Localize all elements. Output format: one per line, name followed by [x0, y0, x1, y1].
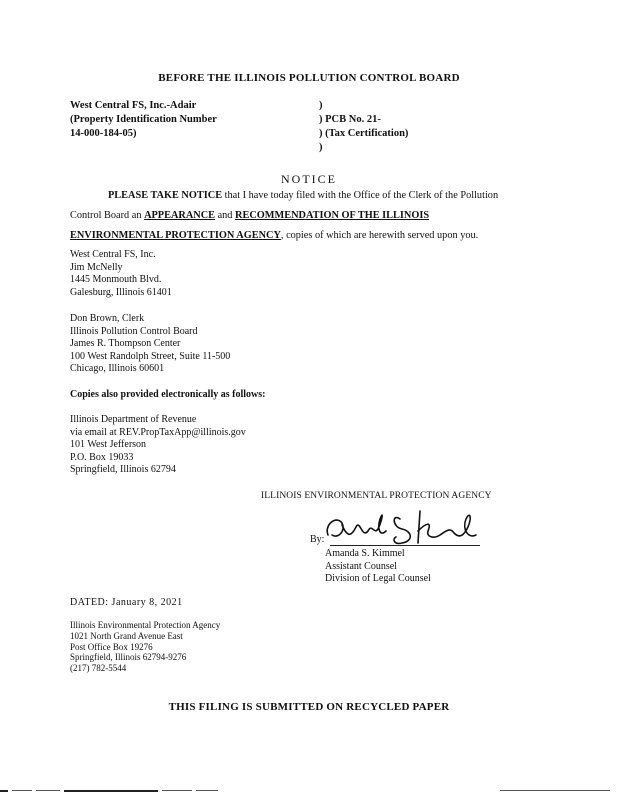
- recipient2-line: James R. Thompson Center: [70, 338, 181, 349]
- recipient2-line: Chicago, Illinois 60601: [70, 363, 165, 374]
- recipient1-line: Jim McNelly: [70, 261, 123, 273]
- signer-division: Division of Legal Counsel: [325, 573, 431, 584]
- footer-address-line: Springfield, Illinois 62794-9276: [70, 652, 187, 663]
- signer-title: Assistant Counsel: [325, 560, 397, 572]
- signature-line: [330, 545, 480, 546]
- caption-paren-4: ): [319, 142, 323, 153]
- scan-mark: [0, 790, 8, 792]
- board-heading: BEFORE THE ILLINOIS POLLUTION CONTROL BOARD: [158, 72, 460, 84]
- caption-paren-1: ): [319, 100, 323, 111]
- notice-intro: PLEASE TAKE NOTICE: [108, 190, 223, 201]
- recipient2-line: Don Brown, Clerk: [70, 313, 145, 324]
- recipient3-line: Springfield, Illinois 62794: [70, 464, 176, 475]
- electronic-copies-heading: Copies also provided electronically as follows:: [70, 389, 266, 400]
- caption-pcb-number: ) PCB No. 21-: [319, 114, 381, 125]
- footer-phone: (217) 782-5544: [70, 663, 127, 674]
- scan-mark: [12, 790, 32, 791]
- by-label: By:: [310, 534, 325, 545]
- agency-address: [70, 620, 220, 674]
- signature-image: [322, 505, 482, 550]
- caption-tax-cert: ) (Tax Certification): [319, 128, 409, 139]
- recycled-paper-notice: THIS FILING IS SUBMITTED ON RECYCLED PAPER: [168, 701, 450, 713]
- recipient3-line: 101 West Jefferson: [70, 439, 147, 450]
- caption-property-id: 14-000-184-05): [70, 128, 137, 139]
- recipient2-line: Illinois Pollution Control Board: [70, 325, 198, 337]
- recipient2-line: 100 West Randolph Street, Suite 11-500: [70, 350, 231, 362]
- recommendation-title: RECOMMENDATION OF THE ILLINOIS ENVIRONMENTAL PROTECTION AGENCY: [70, 210, 430, 241]
- agency-name: ILLINOIS ENVIRONMENTAL PROTECTION AGENCY: [261, 491, 492, 501]
- scan-mark: [196, 790, 218, 791]
- notice-and: and: [215, 210, 236, 221]
- recipient-revenue: [70, 414, 246, 477]
- recipient-clerk: [70, 313, 230, 376]
- scan-mark: [36, 790, 60, 791]
- footer-address-line: Post Office Box 19276: [70, 641, 153, 652]
- recipient-west-central: [70, 249, 172, 299]
- caption-property-id-label: (Property Identification Number: [70, 114, 217, 125]
- recipient3-email: via email at REV.PropTaxApp@illinois.gov: [70, 426, 246, 438]
- recipient1-line: 1445 Monmouth Blvd.: [70, 274, 162, 285]
- recipient3-line: P.O. Box 19033: [70, 451, 134, 463]
- notice-text-1: that I have today filed with the Office of the Clerk of the Pollution Control Board an: [70, 190, 499, 221]
- recipient3-line: Illinois Department of Revenue: [70, 414, 197, 425]
- signer-block: [325, 548, 431, 586]
- appearance-link: APPEARANCE: [144, 210, 216, 221]
- scan-mark: [162, 790, 192, 791]
- scan-mark: [64, 790, 158, 792]
- dated-line: DATED: January 8, 2021: [70, 597, 183, 608]
- notice-paragraph: [70, 186, 520, 246]
- signer-name: Amanda S. Kimmel: [325, 548, 405, 559]
- recipient1-line: West Central FS, Inc.: [70, 249, 156, 260]
- case-caption-left: [70, 99, 217, 141]
- case-caption-right: [319, 99, 408, 155]
- footer-address-line: Illinois Environmental Protection Agency: [70, 620, 221, 630]
- caption-petitioner: West Central FS, Inc.-Adair: [70, 100, 197, 111]
- footer-address-line: 1021 North Grand Avenue East: [70, 630, 183, 641]
- scan-mark: [500, 790, 610, 791]
- notice-text-2: , copies of which are herewith served upon you.: [280, 230, 479, 241]
- notice-title: NOTICE: [281, 172, 337, 186]
- recipient1-line: Galesburg, Illinois 61401: [70, 286, 172, 298]
